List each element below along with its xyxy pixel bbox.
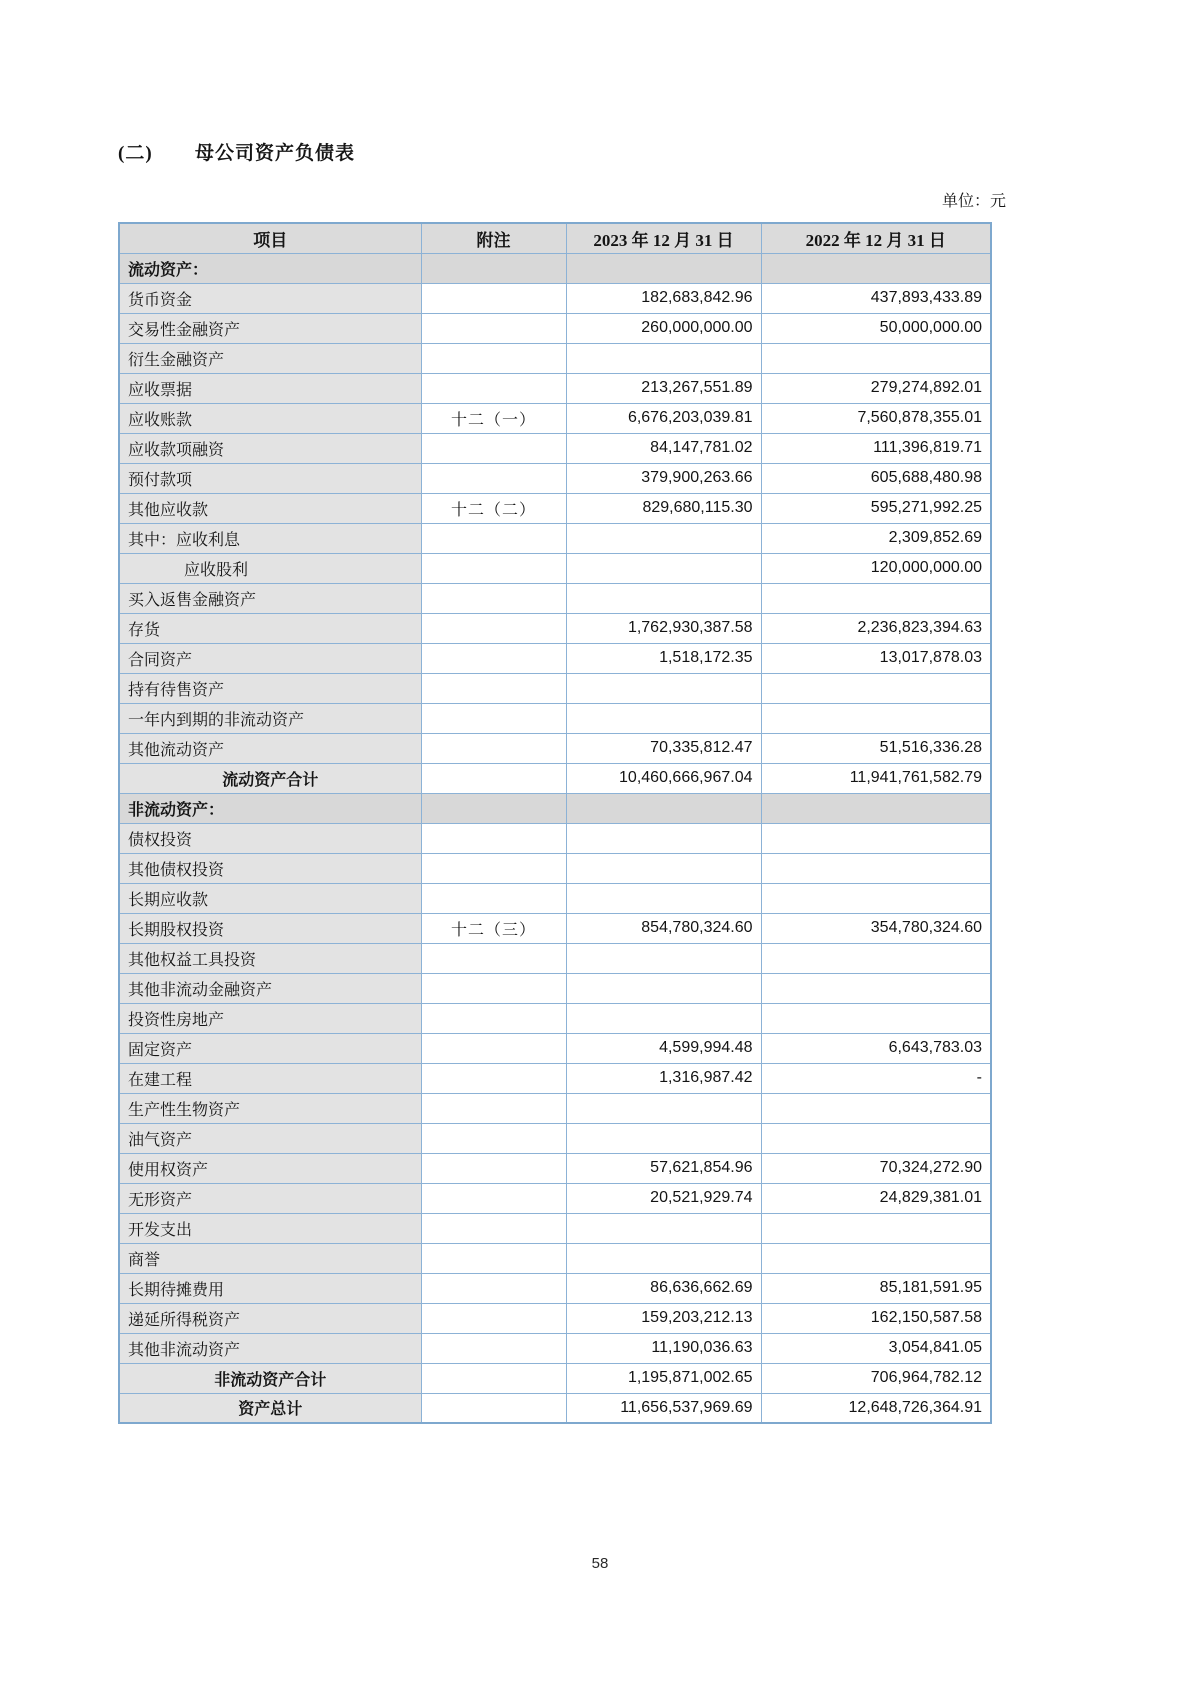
value-2023-cell: 854,780,324.60 [566, 913, 761, 943]
table-row [119, 523, 991, 553]
value-2022-cell: 12,648,726,364.91 [761, 1393, 991, 1423]
note-cell [421, 283, 566, 313]
table-row [119, 1273, 991, 1303]
table-row [119, 553, 991, 583]
note-cell [421, 1213, 566, 1243]
balance-sheet-table [118, 222, 992, 1424]
note-cell [421, 343, 566, 373]
table-row [119, 673, 991, 703]
value-2023-cell [566, 523, 761, 553]
value-2022-cell [761, 253, 991, 283]
value-2023-cell [566, 793, 761, 823]
item-label-cell: 其他应收款 [119, 493, 421, 523]
note-cell [421, 553, 566, 583]
item-label-cell: 递延所得税资产 [119, 1303, 421, 1333]
section-row [119, 793, 991, 823]
table-row [119, 913, 991, 943]
value-2023-cell [566, 673, 761, 703]
total-row [119, 1363, 991, 1393]
table-row [119, 883, 991, 913]
note-cell [421, 673, 566, 703]
value-2022-cell: 354,780,324.60 [761, 913, 991, 943]
note-cell [421, 853, 566, 883]
note-cell [421, 703, 566, 733]
item-label-cell: 预付款项 [119, 463, 421, 493]
value-2022-cell [761, 1243, 991, 1273]
note-cell [421, 943, 566, 973]
value-2023-cell [566, 553, 761, 583]
total-row [119, 1393, 991, 1423]
value-2022-cell: 437,893,433.89 [761, 283, 991, 313]
item-label-cell: 非流动资产合计 [119, 1363, 421, 1393]
value-2023-cell: 70,335,812.47 [566, 733, 761, 763]
value-2022-cell: 162,150,587.58 [761, 1303, 991, 1333]
item-label-cell: 交易性金融资产 [119, 313, 421, 343]
note-cell [421, 763, 566, 793]
balance-sheet-body [119, 253, 991, 1423]
table-row [119, 1243, 991, 1273]
value-2023-cell [566, 943, 761, 973]
value-2022-cell: 2,309,852.69 [761, 523, 991, 553]
note-cell [421, 613, 566, 643]
value-2023-cell [566, 343, 761, 373]
value-2023-cell [566, 823, 761, 853]
item-label-cell: 长期待摊费用 [119, 1273, 421, 1303]
item-label-cell: 开发支出 [119, 1213, 421, 1243]
note-cell [421, 1093, 566, 1123]
value-2022-cell: 3,054,841.05 [761, 1333, 991, 1363]
note-cell [421, 1303, 566, 1333]
item-label-cell: 应收账款 [119, 403, 421, 433]
value-2023-cell [566, 973, 761, 1003]
value-2022-cell [761, 823, 991, 853]
header-row [119, 223, 991, 253]
value-2023-cell [566, 853, 761, 883]
value-2022-cell: 7,560,878,355.01 [761, 403, 991, 433]
value-2023-cell [566, 253, 761, 283]
item-label-cell: 商誉 [119, 1243, 421, 1273]
value-2023-cell: 213,267,551.89 [566, 373, 761, 403]
value-2022-cell [761, 703, 991, 733]
note-cell [421, 643, 566, 673]
table-row [119, 283, 991, 313]
value-2022-cell: 24,829,381.01 [761, 1183, 991, 1213]
column-header-item: 项目 [119, 223, 421, 253]
table-row [119, 1153, 991, 1183]
unit-label: 单位：元 [941, 193, 1006, 210]
value-2022-cell: 706,964,782.12 [761, 1363, 991, 1393]
note-cell [421, 1183, 566, 1213]
table-row [119, 1183, 991, 1213]
value-2022-cell [761, 343, 991, 373]
item-label-cell: 使用权资产 [119, 1153, 421, 1183]
value-2023-cell [566, 1003, 761, 1033]
note-cell: 十二（三） [421, 913, 566, 943]
column-header-2022: 2022 年 12 月 31 日 [761, 223, 991, 253]
note-cell [421, 1123, 566, 1153]
value-2022-cell: 595,271,992.25 [761, 493, 991, 523]
note-cell [421, 1273, 566, 1303]
note-cell [421, 583, 566, 613]
total-row [119, 763, 991, 793]
value-2022-cell [761, 853, 991, 883]
note-cell [421, 1153, 566, 1183]
note-cell [421, 253, 566, 283]
table-row [119, 973, 991, 1003]
table-row [119, 643, 991, 673]
note-cell [421, 1243, 566, 1273]
note-cell [421, 1333, 566, 1363]
table-row [119, 463, 991, 493]
table-row [119, 1093, 991, 1123]
item-label-cell: 流动资产： [119, 253, 421, 283]
item-label-cell: 一年内到期的非流动资产 [119, 703, 421, 733]
value-2022-cell: 50,000,000.00 [761, 313, 991, 343]
table-row [119, 943, 991, 973]
table-row [119, 403, 991, 433]
item-label-cell: 资产总计 [119, 1393, 421, 1423]
note-cell [421, 463, 566, 493]
item-label-cell: 在建工程 [119, 1063, 421, 1093]
value-2022-cell: 13,017,878.03 [761, 643, 991, 673]
item-label-cell: 衍生金融资产 [119, 343, 421, 373]
section-row [119, 253, 991, 283]
item-label-cell: 固定资产 [119, 1033, 421, 1063]
value-2022-cell: - [761, 1063, 991, 1093]
item-label-cell: 投资性房地产 [119, 1003, 421, 1033]
value-2023-cell: 159,203,212.13 [566, 1303, 761, 1333]
page-title [118, 138, 355, 165]
value-2022-cell [761, 1093, 991, 1123]
value-2022-cell [761, 583, 991, 613]
value-2022-cell: 2,236,823,394.63 [761, 613, 991, 643]
value-2022-cell: 85,181,591.95 [761, 1273, 991, 1303]
value-2022-cell: 11,941,761,582.79 [761, 763, 991, 793]
value-2022-cell [761, 1213, 991, 1243]
value-2023-cell: 182,683,842.96 [566, 283, 761, 313]
value-2023-cell [566, 1123, 761, 1153]
note-cell [421, 973, 566, 1003]
table-row [119, 373, 991, 403]
value-2022-cell: 70,324,272.90 [761, 1153, 991, 1183]
table-row [119, 613, 991, 643]
table-row [119, 433, 991, 463]
value-2022-cell: 111,396,819.71 [761, 433, 991, 463]
value-2022-cell: 120,000,000.00 [761, 553, 991, 583]
value-2023-cell: 11,656,537,969.69 [566, 1393, 761, 1423]
value-2022-cell [761, 673, 991, 703]
note-cell [421, 523, 566, 553]
table-row [119, 493, 991, 523]
value-2023-cell: 260,000,000.00 [566, 313, 761, 343]
item-label-cell: 应收款项融资 [119, 433, 421, 463]
value-2023-cell: 1,316,987.42 [566, 1063, 761, 1093]
item-label-cell: 长期应收款 [119, 883, 421, 913]
note-cell [421, 1393, 566, 1423]
item-label-cell: 其他权益工具投资 [119, 943, 421, 973]
value-2022-cell [761, 973, 991, 1003]
item-label-cell: 其中：应收利息 [119, 523, 421, 553]
item-label-cell: 长期股权投资 [119, 913, 421, 943]
value-2022-cell [761, 883, 991, 913]
item-label-cell: 应收股利 [119, 553, 421, 583]
item-label-cell: 流动资产合计 [119, 763, 421, 793]
note-cell [421, 1363, 566, 1393]
item-label-cell: 持有待售资产 [119, 673, 421, 703]
page-title-text: 母公司资产负债表 [195, 143, 356, 164]
value-2023-cell [566, 1243, 761, 1273]
note-cell [421, 793, 566, 823]
item-label-cell: 合同资产 [119, 643, 421, 673]
value-2023-cell: 6,676,203,039.81 [566, 403, 761, 433]
table-row [119, 313, 991, 343]
item-label-cell: 无形资产 [119, 1183, 421, 1213]
balance-sheet-header [119, 223, 991, 253]
value-2023-cell: 11,190,036.63 [566, 1333, 761, 1363]
table-row [119, 703, 991, 733]
note-cell [421, 733, 566, 763]
table-row [119, 853, 991, 883]
item-label-cell: 债权投资 [119, 823, 421, 853]
column-header-2023: 2023 年 12 月 31 日 [566, 223, 761, 253]
note-cell [421, 1033, 566, 1063]
table-row [119, 1213, 991, 1243]
table-row [119, 1063, 991, 1093]
item-label-cell: 货币资金 [119, 283, 421, 313]
item-label-cell: 非流动资产： [119, 793, 421, 823]
value-2023-cell: 1,195,871,002.65 [566, 1363, 761, 1393]
value-2022-cell [761, 1123, 991, 1153]
value-2022-cell: 279,274,892.01 [761, 373, 991, 403]
note-cell [421, 373, 566, 403]
item-label-cell: 其他非流动资产 [119, 1333, 421, 1363]
item-label-cell: 存货 [119, 613, 421, 643]
value-2023-cell: 379,900,263.66 [566, 463, 761, 493]
note-cell [421, 823, 566, 853]
item-label-cell: 其他债权投资 [119, 853, 421, 883]
table-row [119, 583, 991, 613]
table-row [119, 343, 991, 373]
page-title-index: (二) [118, 143, 153, 164]
value-2023-cell [566, 1213, 761, 1243]
value-2023-cell: 1,518,172.35 [566, 643, 761, 673]
item-label-cell: 其他流动资产 [119, 733, 421, 763]
value-2023-cell [566, 1093, 761, 1123]
value-2023-cell: 829,680,115.30 [566, 493, 761, 523]
value-2023-cell: 10,460,666,967.04 [566, 763, 761, 793]
note-cell [421, 1063, 566, 1093]
item-label-cell: 应收票据 [119, 373, 421, 403]
value-2023-cell [566, 883, 761, 913]
value-2023-cell: 4,599,994.48 [566, 1033, 761, 1063]
value-2022-cell [761, 793, 991, 823]
note-cell [421, 433, 566, 463]
value-2023-cell: 84,147,781.02 [566, 433, 761, 463]
note-cell [421, 883, 566, 913]
table-row [119, 1033, 991, 1063]
table-row [119, 1123, 991, 1153]
note-cell [421, 313, 566, 343]
column-header-note: 附注 [421, 223, 566, 253]
page-number: 58 [591, 1555, 609, 1572]
note-cell: 十二（一） [421, 403, 566, 433]
value-2022-cell [761, 1003, 991, 1033]
value-2022-cell: 6,643,783.03 [761, 1033, 991, 1063]
table-row [119, 733, 991, 763]
table-row [119, 1003, 991, 1033]
value-2022-cell [761, 943, 991, 973]
item-label-cell: 油气资产 [119, 1123, 421, 1153]
note-cell [421, 1003, 566, 1033]
table-row [119, 823, 991, 853]
value-2023-cell: 57,621,854.96 [566, 1153, 761, 1183]
table-row [119, 1333, 991, 1363]
note-cell: 十二（二） [421, 493, 566, 523]
value-2023-cell: 20,521,929.74 [566, 1183, 761, 1213]
value-2023-cell [566, 583, 761, 613]
item-label-cell: 其他非流动金融资产 [119, 973, 421, 1003]
value-2023-cell: 1,762,930,387.58 [566, 613, 761, 643]
value-2022-cell: 51,516,336.28 [761, 733, 991, 763]
value-2023-cell [566, 703, 761, 733]
value-2023-cell: 86,636,662.69 [566, 1273, 761, 1303]
table-row [119, 1303, 991, 1333]
value-2022-cell: 605,688,480.98 [761, 463, 991, 493]
item-label-cell: 买入返售金融资产 [119, 583, 421, 613]
item-label-cell: 生产性生物资产 [119, 1093, 421, 1123]
